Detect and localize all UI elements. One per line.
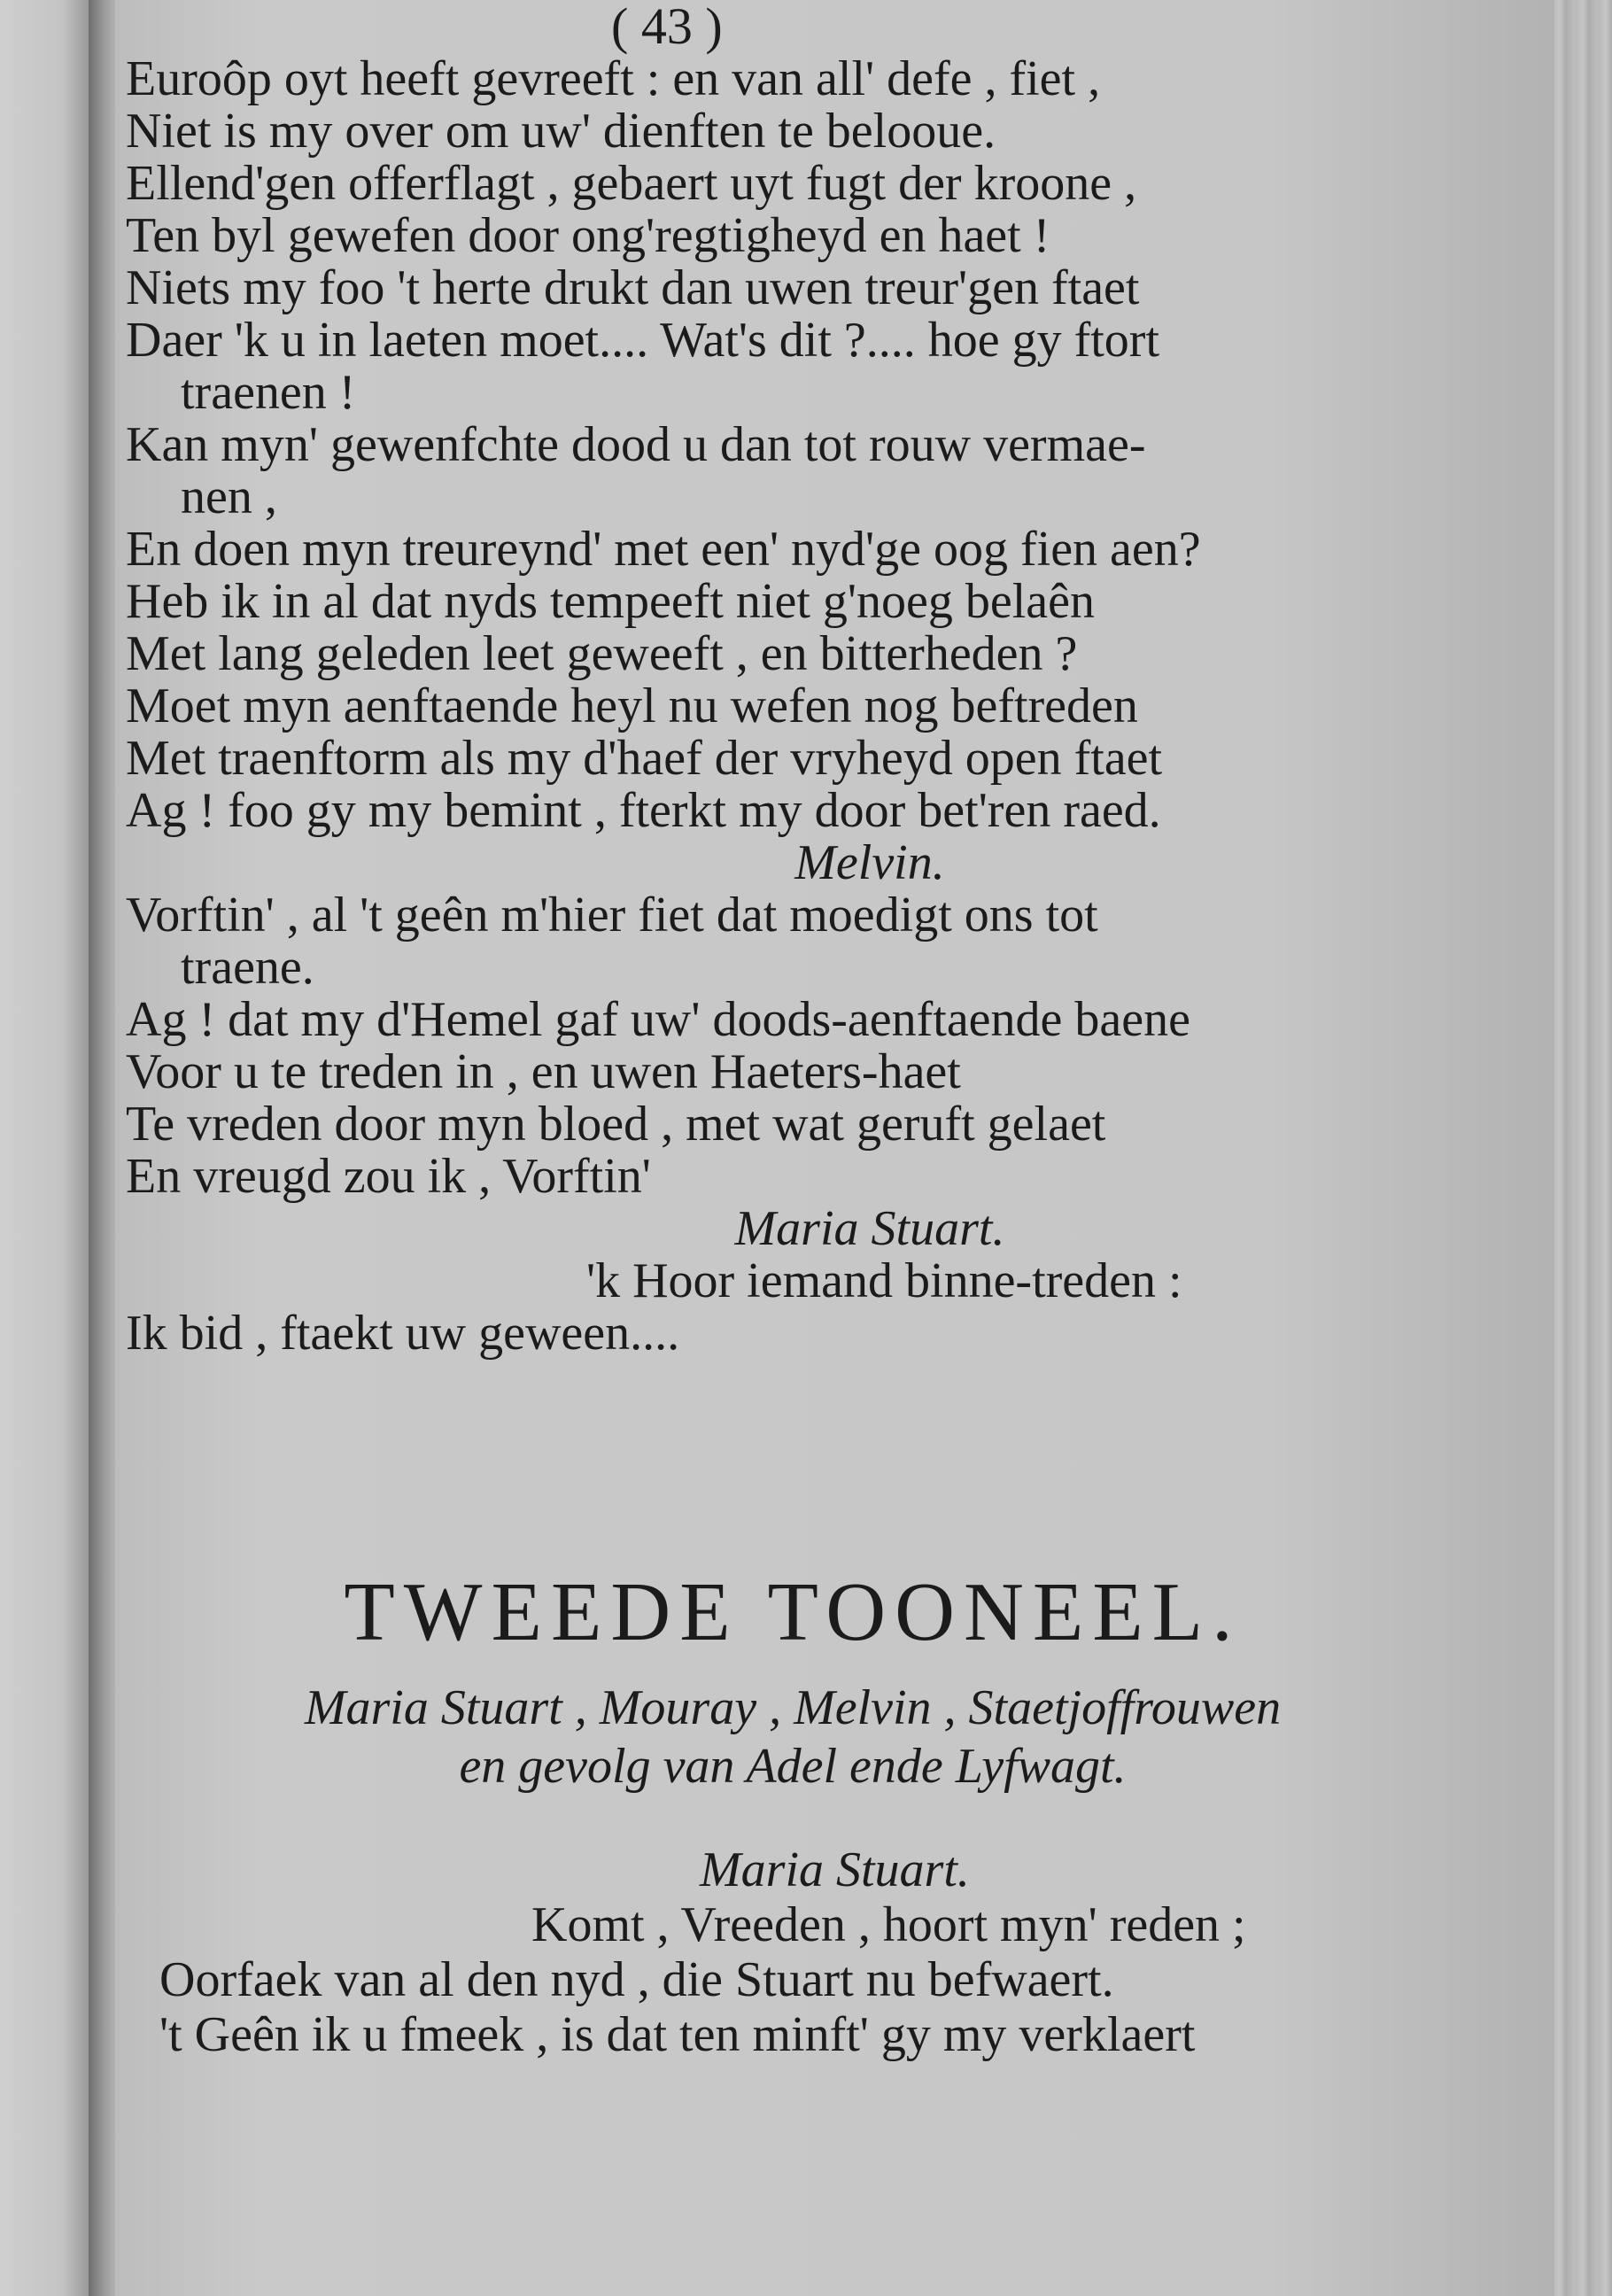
verse-line: Met lang geleden leet geweeft , en bitterheden ? xyxy=(126,626,1078,681)
verse-line: Ag ! dat my d'Hemel gaf uw' doods-aenftaende baene xyxy=(126,992,1190,1047)
verse-line-continuation: traene. xyxy=(181,940,314,995)
verse-line: Vorftin' , al 't geên m'hier fiet dat moedigt ons tot xyxy=(126,888,1098,942)
verse-line: Voor u te treden in , en uwen Haeters-haet xyxy=(126,1044,961,1099)
speaker-name: Maria Stuart. xyxy=(734,1201,1005,1256)
book-page xyxy=(115,0,1554,2296)
verse-passage-1 xyxy=(126,53,1481,1360)
verse-line: Daer 'k u in laeten moet.... Wat's dit ?.... hoe gy ftort xyxy=(126,313,1160,368)
verse-line: Euroôp oyt heeft gevreeft : en van all' defe , fiet , xyxy=(126,51,1101,106)
verse-line: 't Geên ik u fmeek , is dat ten minft' gy my verklaert xyxy=(159,2007,1196,2062)
verse-line: Oorfaek van al den nyd , die Stuart nu befwaert. xyxy=(159,1952,1114,2007)
speaker-name: Maria Stuart. xyxy=(700,1842,970,1897)
verse-line-indented: Komt , Vreeden , hoort myn' reden ; xyxy=(531,1897,1246,1952)
verse-line: Te vreden door myn bloed , met wat geruft gelaet xyxy=(126,1097,1106,1152)
verse-line: Heb ik in al dat nyds tempeeft niet g'noeg belaên xyxy=(126,574,1095,629)
facing-page-edge xyxy=(0,0,96,2296)
verse-line: Ag ! foo gy my bemint , fterkt my door bet'ren raed. xyxy=(126,783,1161,838)
verse-line-continuation: nen , xyxy=(181,469,277,524)
book-gutter xyxy=(89,0,119,2296)
verse-line: Moet myn aenftaende heyl nu wefen nog beftreden xyxy=(126,679,1138,733)
verse-line: Niet is my over om uw' dienften te belooue. xyxy=(126,104,996,159)
speaker-name: Melvin. xyxy=(794,835,945,890)
verse-line: Niets my foo 't herte drukt dan uwen treur'gen ftaet xyxy=(126,260,1140,315)
cast-line: Maria Stuart , Mouray , Melvin , Staetjoffrouwen xyxy=(304,1680,1282,1735)
verse-passage-2 xyxy=(159,1842,1488,2062)
verse-line-indented: 'k Hoor iemand binne-treden : xyxy=(586,1253,1182,1308)
verse-line: En doen myn treureynd' met een' nyd'ge oog fien aen? xyxy=(126,522,1201,577)
verse-line: Ellend'gen offerflagt , gebaert uyt fugt der kroone , xyxy=(126,156,1137,211)
cast-list xyxy=(115,1679,1470,1796)
verse-line: Met traenftorm als my d'haef der vryheyd open ftaet xyxy=(126,731,1163,786)
cast-line: en gevolg van Adel ende Lyfwagt. xyxy=(459,1739,1127,1794)
verse-line: En vreugd zou ik , Vorftin' xyxy=(126,1149,651,1204)
verse-line-continuation: traenen ! xyxy=(181,365,356,420)
verse-line: Ik bid , ftaekt uw geween.... xyxy=(126,1306,680,1361)
page-number: ( 43 ) xyxy=(611,0,723,55)
verse-line: Ten byl gewefen door ong'regtigheyd en haet ! xyxy=(126,208,1050,263)
verse-line: Kan myn' gewenfchte dood u dan tot rouw vermae- xyxy=(126,417,1146,472)
scene-heading: TWEEDE TOONEEL. xyxy=(344,1566,1242,1658)
